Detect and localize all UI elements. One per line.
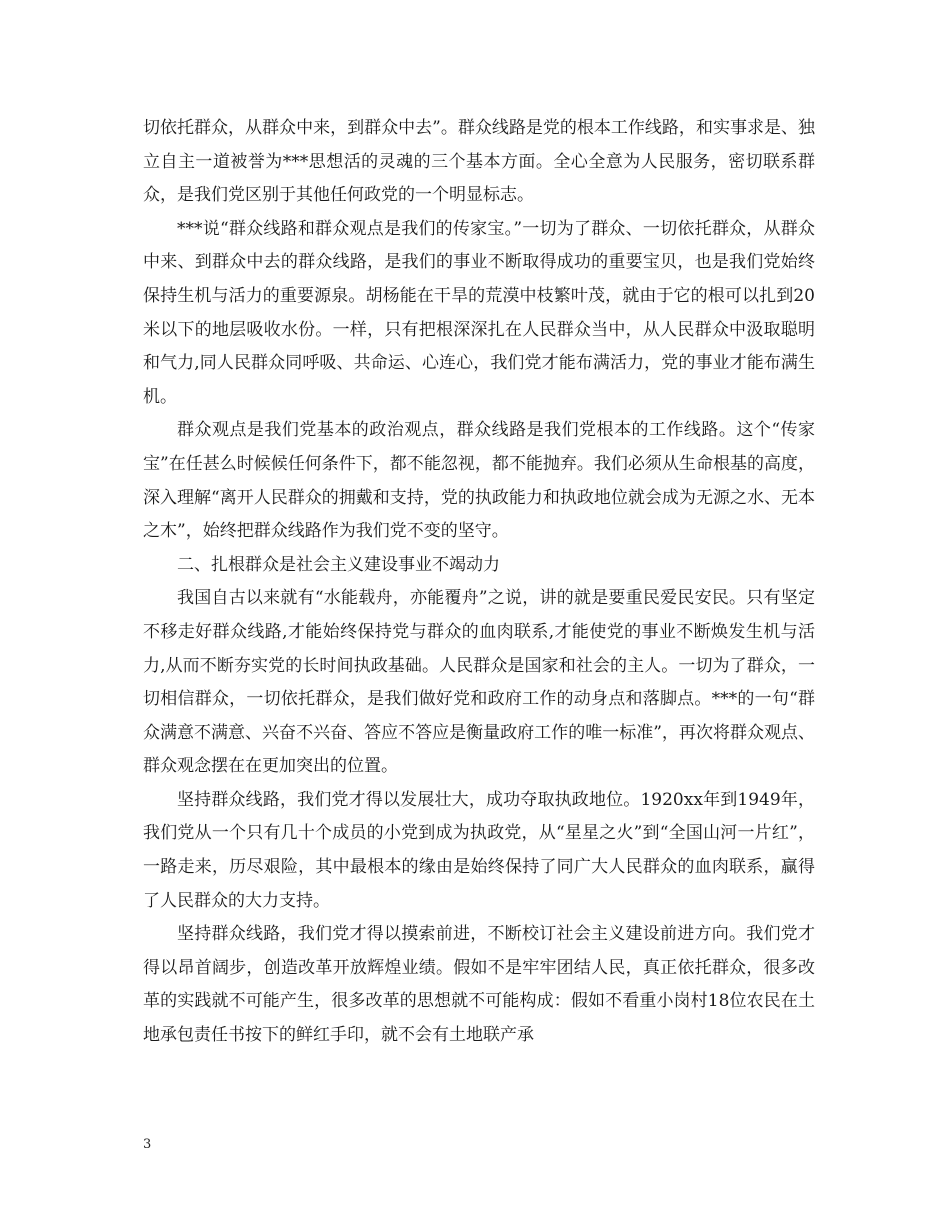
- paragraph-mass-line-heritage: ***说“群众线路和群众观点是我们的传家宝。”一切为了群众、一切依托群众，从群众中来、到群众中去的群众线路，是我们的事业不断取得成功的重要宝贝，也是我们党始终保持生机与活力的重要源泉。胡杨能在干旱的荒漠中枝繁叶茂，就由于它的根可以扎到20米以下的地层吸收水份。一样，只有把根深深扎在人民群众当中，从人民群众中汲取聪明和气力,同人民群众同呼吸、共命运、心连心，我们党才能布满活力，党的事业才能布满生机。: [143, 218, 815, 407]
- paragraph-mass-viewpoint: 群众观点是我们党基本的政治观点，群众线路是我们党根本的工作线路。这个“传家宝”在任甚么时候候任何条件下，都不能忽视，都不能抛弃。我们必须从生命根基的高度，深入理解“离开人民群众的拥戴和支持，党的执政能力和执政地位就会成为无源之水、无本之木”，始终把群众线路作为我们党不变的坚守。: [143, 420, 815, 542]
- paragraph-reform: 坚持群众线路，我们党才得以摸索前进，不断校订社会主义建设前进方向。我们党才得以昂首阔步，创造改革开放辉煌业绩。假如不是牢牢团结人民，真正依托群众，很多改革的实践就不可能产生，很多改革的思想就不可能构成：假如不看重小岗村18位农民在土地承包责任书按下的鲜红手印，就不会有土地联产承: [143, 924, 815, 1046]
- paragraph-party-growth: 坚持群众线路，我们党才得以发展壮大，成功夺取执政地位。1920xx年到1949年，我们党从一个只有几十个成员的小党到成为执政党，从“星星之火”到“全国山河一片红”，一路走来，历尽艰险，其中最根本的缘由是始终保持了同广大人民群众的血肉联系，赢得了人民群众的大力支持。: [143, 789, 815, 911]
- page-number: 3: [143, 1137, 152, 1152]
- paragraph-continuation: 切依托群众，从群众中来，到群众中去”。群众线路是党的根本工作线路，和实事求是、独立自主一道被誉为***思想活的灵魂的三个基本方面。全心全意为人民服务，密切联系群众，是我们党区别于其他任何政党的一个明显标志。: [143, 118, 815, 206]
- section-heading: 二、扎根群众是社会主义建设事业不竭动力: [177, 554, 500, 575]
- document-body: [143, 112, 815, 1053]
- paragraph-water-boat: 我国自古以来就有“水能载舟，亦能覆舟”之说，讲的就是要重民爱民安民。只有坚定不移走好群众线路,才能始终保持党与群众的血肉联系,才能使党的事业不断焕发生机与活力,从而不断夯实党的长时间执政基础。人民群众是国家和社会的主人。一切为了群众，一切相信群众，一切依托群众，是我们做好党和政府工作的动身点和落脚点。***的一句“群众满意不满意、兴奋不兴奋、答应不答应是衡量政府工作的唯一标准”，再次将群众观点、群众观念摆在在更加突出的位置。: [143, 588, 815, 777]
